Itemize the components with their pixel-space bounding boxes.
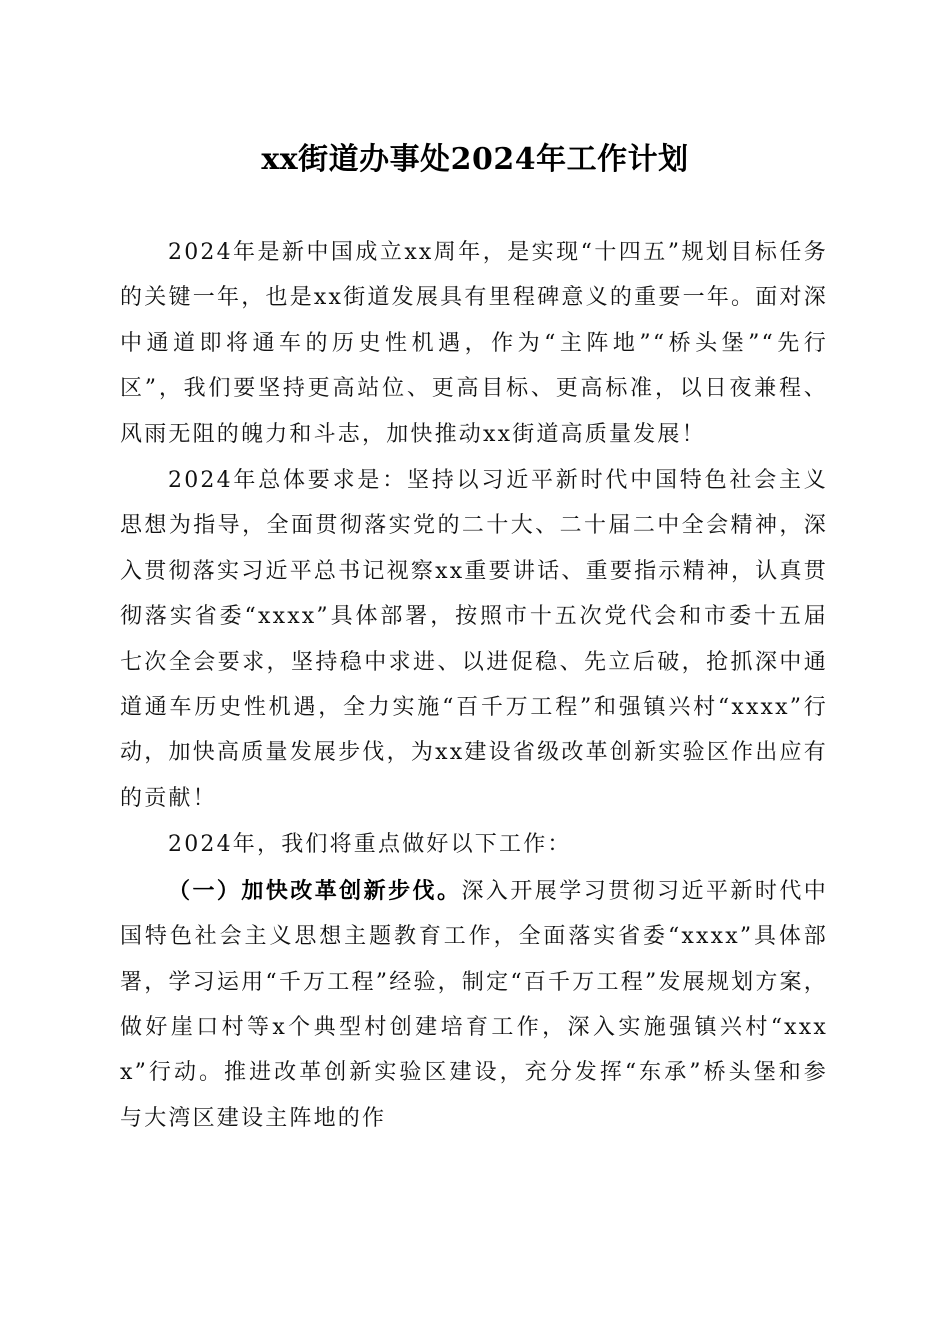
paragraph-overall-requirements: 2024年总体要求是：坚持以习近平新时代中国特色社会主义思想为指导，全面贯彻落实党的二十大、二十届二中全会精神，深入贯彻落实习近平总书记视察xx重要讲话、重要指示精神，认真贯彻落实省委“xxxx”具体部署，按照市十五次党代会和市委十五届七次全会要求，坚持稳中求进、以进促稳、先立后破，抢抓深中通道通车历史性机遇，全力实施“百千万工程”和强镇兴村“xxxx”行动，加快高质量发展步伐，为xx建设省级改革创新实验区作出应有的贡献！ [120, 468, 828, 811]
document-title: xx街道办事处2024年工作计划 [261, 142, 689, 177]
paragraph-intro: 2024年是新中国成立xx周年，是实现“十四五”规划目标任务的关键一年，也是xx街道发展具有里程碑意义的重要一年。面对深中通道即将通车的历史性机遇，作为“主阵地”“桥头堡”“先行区”，我们要坚持更高站位、更高目标、更高标准，以日夜兼程、风雨无阻的魄力和斗志，加快推动xx街道高质量发展！ [120, 240, 828, 447]
section-body-reform: 深入开展学习贯彻习近平新时代中国特色社会主义思想主题教育工作，全面落实省委“xxxx”具体部署，学习运用“千万工程”经验，制定“百千万工程”发展规划方案，做好崖口村等x个典型村创建培育工作，深入实施强镇兴村“xxxx”行动。推进改革创新实验区建设，充分发挥“东承”桥头堡和参与大湾区建设主阵地的作 [120, 878, 828, 1131]
paragraph-work-focus: 2024年，我们将重点做好以下工作： [168, 832, 572, 858]
paragraph-reform-innovation [120, 869, 828, 1141]
section-heading-reform: （一）加快改革创新步伐。 [168, 877, 462, 904]
document-body [120, 230, 828, 1141]
